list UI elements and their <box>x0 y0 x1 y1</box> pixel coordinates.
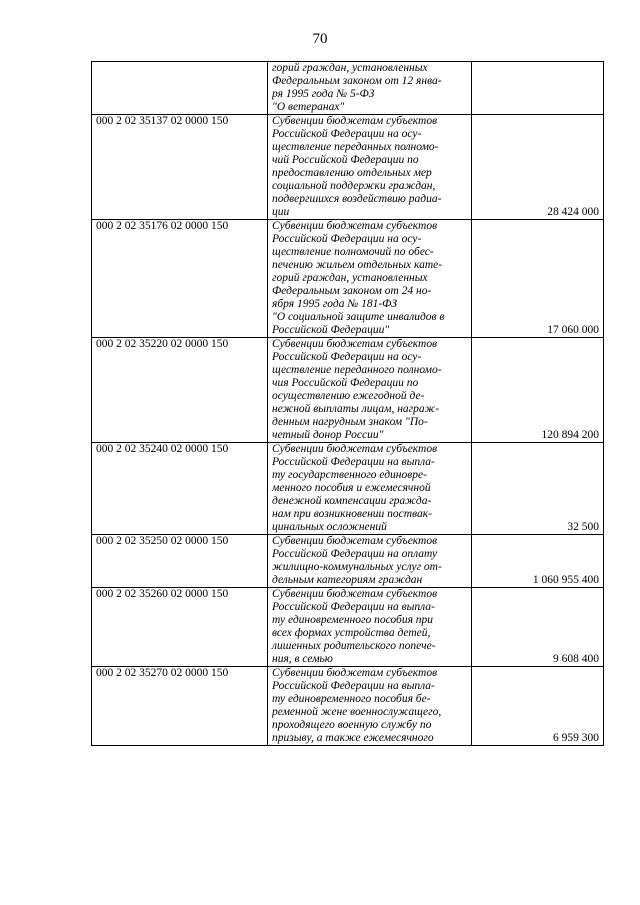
income-name-line: Федеральным законом от 12 янва- <box>272 75 442 87</box>
income-name-cell <box>268 338 472 443</box>
budget-table <box>91 61 604 746</box>
income-name-line: Федеральным законом от 24 но- <box>272 285 432 297</box>
income-name-line: подвергшихся воздействию радиа- <box>272 193 442 205</box>
income-name-line: ря 1995 года № 5-ФЗ <box>272 88 375 100</box>
income-name-line: нежной выплаты лицам, награж- <box>272 403 440 415</box>
table-row <box>92 588 604 667</box>
income-name-line: Субвенции бюджетам субъектов <box>272 220 438 232</box>
budget-code-cell: 000 2 02 35240 02 0000 150 <box>92 443 268 535</box>
income-name-line: ту единовременного пособия бе- <box>272 693 431 705</box>
amount-cell: 120 894 200 <box>472 338 604 443</box>
income-name-line: денежной компенсации гражда- <box>272 495 432 507</box>
income-name-line: чий Российской Федерации по <box>272 154 419 166</box>
page-number: 70 <box>312 31 328 47</box>
amount-cell: 17 060 000 <box>472 220 604 338</box>
budget-code-cell: 000 2 02 35260 02 0000 150 <box>92 588 268 667</box>
income-name-line: ния, в семью <box>272 653 333 665</box>
budget-table-body <box>92 62 604 746</box>
income-name-line: социальной поддержки граждан, <box>272 180 436 192</box>
income-name-line: ября 1995 года № 181-ФЗ <box>272 298 398 310</box>
income-name-line: ременной жене военнослужащего, <box>272 706 442 718</box>
income-name-line: денным нагрудным знаком "По- <box>272 416 428 428</box>
amount-cell: 9 608 400 <box>472 588 604 667</box>
income-name-line: Российской Федерации на осу- <box>272 233 422 245</box>
amount-cell: 1 060 955 400 <box>472 535 604 588</box>
income-name-line: "О социальной защите инвалидов в <box>272 311 445 323</box>
income-name-line: Субвенции бюджетам субъектов <box>272 115 438 127</box>
income-name-cell <box>268 535 472 588</box>
income-name-cell <box>268 588 472 667</box>
income-name-line: призыву, а также ежемесячного <box>272 732 434 744</box>
budget-code-cell: 000 2 02 35176 02 0000 150 <box>92 220 268 338</box>
budget-code-cell: 000 2 02 35137 02 0000 150 <box>92 115 268 220</box>
income-name-line: ту государственного единовре- <box>272 469 427 481</box>
income-name-cell <box>268 220 472 338</box>
income-name-cell <box>268 115 472 220</box>
income-name-line: горий граждан, установленных <box>272 272 428 284</box>
amount-cell: 32 500 <box>472 443 604 535</box>
income-name-line: Российской Федерации на осу- <box>272 351 422 363</box>
income-name-line: осуществлению ежегодной де- <box>272 390 425 402</box>
income-name-line: Российской Федерации на выпла- <box>272 680 435 692</box>
income-name-line: ществление переданных полномо- <box>272 141 439 153</box>
amount-cell <box>472 62 604 115</box>
budget-code-cell: 000 2 02 35250 02 0000 150 <box>92 535 268 588</box>
income-name-line: нам при возникновении поствак- <box>272 508 432 520</box>
income-name-line: четный донор России" <box>272 429 384 441</box>
amount-cell: 6 959 300 <box>472 667 604 746</box>
budget-code-cell <box>92 62 268 115</box>
income-name-line: Субвенции бюджетам субъектов <box>272 588 438 600</box>
income-name-line: цинальных осложнений <box>272 521 387 533</box>
income-name-line: Субвенции бюджетам субъектов <box>272 667 438 679</box>
table-row <box>92 443 604 535</box>
income-name-line: ту единовременного пособия при <box>272 614 434 626</box>
income-name-line: Субвенции бюджетам субъектов <box>272 338 438 350</box>
income-name-line: Российской Федерации" <box>272 324 390 336</box>
income-name-line: ществление полномочий по обес- <box>272 246 434 258</box>
income-name-line: дельным категориям граждан <box>272 574 423 586</box>
income-name-line: печению жильем отдельных кате- <box>272 259 443 271</box>
income-name-line: лишенных родительского попече- <box>272 640 436 652</box>
table-row <box>92 338 604 443</box>
income-name-line: всех формах устройства детей, <box>272 627 431 639</box>
income-name-line: Субвенции бюджетам субъектов <box>272 443 438 455</box>
budget-code-cell: 000 2 02 35270 02 0000 150 <box>92 667 268 746</box>
income-name-line: Российской Федерации на оплату <box>272 548 438 560</box>
income-name-line: ществление переданного полномо- <box>272 364 442 376</box>
income-name-line: Российской Федерации на выпла- <box>272 601 435 613</box>
table-row <box>92 115 604 220</box>
income-name-cell <box>268 62 472 115</box>
table-row <box>92 220 604 338</box>
income-name-line: Российской Федерации на выпла- <box>272 456 435 468</box>
income-name-cell <box>268 667 472 746</box>
income-name-line: Российской Федерации на осу- <box>272 128 422 140</box>
income-name-line: чия Российской Федерации по <box>272 377 419 389</box>
table-row <box>92 535 604 588</box>
table-row <box>92 667 604 746</box>
income-name-line: горий граждан, установленных <box>272 62 428 74</box>
income-name-line: Субвенции бюджетам субъектов <box>272 535 438 547</box>
income-name-line: "О ветеранах" <box>272 101 345 113</box>
budget-code-cell: 000 2 02 35220 02 0000 150 <box>92 338 268 443</box>
income-name-line: предоставлению отдельных мер <box>272 167 432 179</box>
amount-cell: 28 424 000 <box>472 115 604 220</box>
income-name-line: менного пособия и ежемесячной <box>272 482 431 494</box>
table-row <box>92 62 604 115</box>
income-name-cell <box>268 443 472 535</box>
income-name-line: ции <box>272 206 290 218</box>
income-name-line: жилищно-коммунальных услуг от- <box>272 561 442 573</box>
income-name-line: проходящего военную службу по <box>272 719 432 731</box>
